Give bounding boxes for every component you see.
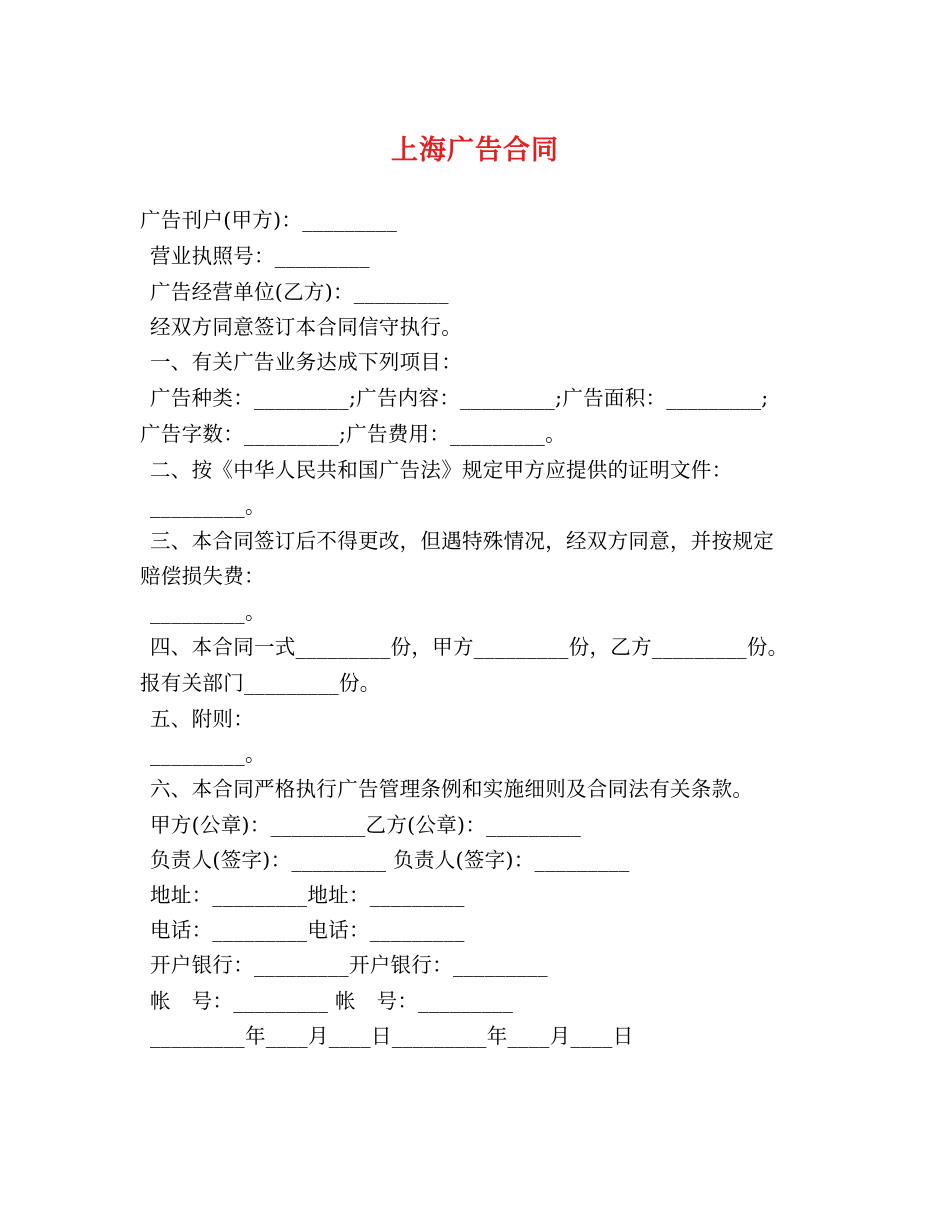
clause-five-blank: _________。 — [150, 742, 266, 766]
phone-line: 电话：_________电话：_________ — [150, 918, 465, 942]
seal-line: 甲方(公章)：_________乙方(公章)：_________ — [150, 813, 582, 837]
bank-line: 开户银行：_________开户银行：_________ — [150, 953, 548, 977]
party-a-line: 广告刊户(甲方)：_________ — [140, 208, 398, 232]
clause-one-items-line2: 广告字数：_________;广告费用：_________。 — [140, 422, 566, 446]
clause-six-line: 六、本合同严格执行广告管理条例和实施细则及合同法有关条款。 — [150, 777, 754, 801]
clause-four-line2: 报有关部门_________份。 — [140, 671, 381, 695]
clause-three-line2: 赔偿损失费： — [140, 564, 265, 588]
clause-one-items-line1: 广告种类：_________;广告内容：_________;广告面积：_________; — [150, 386, 769, 410]
clause-five-heading: 五、附则： — [150, 707, 254, 731]
agreement-statement: 经双方同意签订本合同信守执行。 — [150, 315, 462, 339]
account-line: 帐 号：_________ 帐 号：_________ — [150, 989, 514, 1013]
clause-one-heading: 一、有关广告业务达成下列项目： — [150, 350, 462, 374]
clause-two-heading: 二、按《中华人民共和国广告法》规定甲方应提供的证明文件： — [150, 458, 733, 482]
signatory-line: 负责人(签字)：_________ 负责人(签字)：_________ — [150, 848, 630, 872]
party-b-line: 广告经营单位(乙方)：_________ — [150, 280, 449, 304]
clause-three-blank: _________。 — [150, 600, 266, 624]
address-line: 地址：_________地址：_________ — [150, 883, 465, 907]
clause-four-line1: 四、本合同一式_________份，甲方_________份，乙方_________份。 — [150, 635, 789, 659]
document-title: 上海广告合同 — [391, 135, 559, 166]
clause-three-line1: 三、本合同签订后不得更改，但遇特殊情况，经双方同意，并按规定 — [150, 529, 774, 553]
license-number-line: 营业执照号：_________ — [150, 244, 370, 268]
date-line: _________年____月____日_________年____月____日 — [150, 1024, 634, 1048]
clause-two-blank: _________。 — [150, 494, 266, 518]
